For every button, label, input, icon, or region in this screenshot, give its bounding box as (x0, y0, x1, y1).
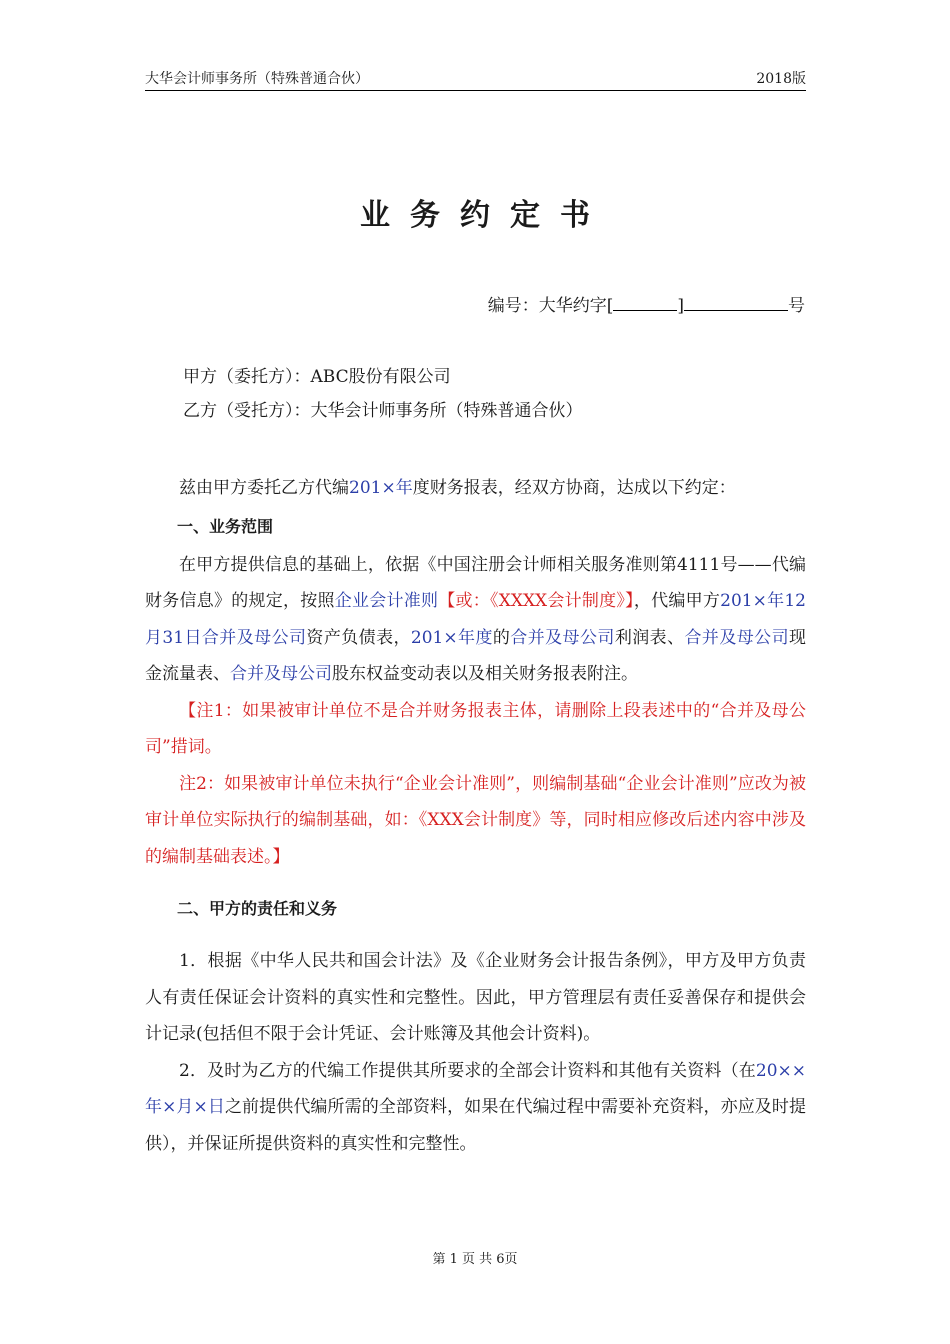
s1-text-7: 股东权益变动表以及相关财务报表附注。 (332, 664, 638, 684)
section-2-heading: 二、甲方的责任和义务 (177, 899, 338, 918)
s1-text-4: 的 (492, 627, 511, 648)
section-gap-2 (145, 929, 806, 943)
doc-number-blank-1 (613, 292, 677, 311)
s1-text-6: 现金流量表、 (145, 627, 807, 684)
intro-text-1: 兹由甲方委托乙方代编 (179, 478, 349, 498)
s1-year-field: 201×年度 (410, 627, 493, 648)
s1-alternative-note: 【或：《XXXX会计制度》】 (438, 591, 634, 611)
s1-date-field: 201×年12月31日合并及母公司 (145, 591, 806, 648)
header-edition: 2018版 (756, 71, 806, 87)
s2-item2-text-1: 2．及时为乙方的代编工作提供其所要求的全部会计资料和其他有关资料（在 (179, 1060, 756, 1081)
s2-item2-text-2: 之前提供代编所需的全部资料，如果在代编过程中需要补充资料，亦应及时提供），并保证所提供资料的真实性和完整性。 (145, 1097, 806, 1154)
s1-text-1: 在甲方提供信息的基础上，依据《中国注册会计师相关服务准则第4111号——代编财务信息》的规定，按照 (145, 554, 806, 611)
document-body (145, 470, 806, 1162)
s1-text-2: ，代编甲方 (633, 591, 721, 611)
s1-scope-field-3: 合并及母公司 (230, 664, 332, 684)
s1-scope-field-1: 合并及母公司 (510, 627, 615, 648)
s1-standard-field: 企业会计准则 (334, 591, 439, 611)
note-1: 【注1：如果被审计单位不是合并财务报表主体，请删除上段表述中的“合并及母公司”措词。 (145, 700, 806, 757)
section-1-paragraph (145, 547, 806, 693)
s1-text-5: 利润表、 (614, 627, 685, 648)
document-number (488, 292, 805, 319)
header-firm-name: 大华会计师事务所（特殊普通合伙） (145, 71, 369, 87)
doc-number-suffix: 号 (788, 296, 805, 316)
doc-number-blank-2 (684, 292, 788, 311)
page-header (145, 68, 806, 91)
section-1-heading: 一、业务范围 (177, 516, 274, 536)
section-2-item-1: 1．根据《中华人民共和国会计法》及《企业财务会计报告条例》，甲方及甲方负责人有责任保证会计资料的真实性和完整性。因此，甲方管理层有责任妥善保存和提供会计记录(包括但不限于会计凭证、会计账簿及其他会计资料)。 (145, 951, 806, 1044)
party-b: 乙方（受托方）：大华会计师事务所（特殊普通合伙） (183, 401, 583, 421)
s1-scope-field-2: 合并及母公司 (684, 627, 790, 648)
s1-text-3: 资产负债表， (306, 627, 411, 648)
doc-number-mid: ] (677, 296, 684, 316)
intro-paragraph (145, 470, 806, 507)
intro-year-field: 201×年 (349, 478, 413, 498)
intro-text-2: 度财务报表，经双方协商，达成以下约定： (412, 478, 736, 498)
note-2: 注2：如果被审计单位未执行“企业会计准则”，则编制基础“企业会计准则”应改为被审计单位实际执行的编制基础，如：《XXX会计制度》等，同时相应修改后述内容中涉及的编制基础表述。】 (145, 773, 806, 867)
section-2-item-2 (145, 1053, 806, 1163)
doc-number-prefix: 编号：大华约字[ (487, 296, 614, 316)
section-gap (145, 875, 806, 889)
party-a: 甲方（委托方）：ABC股份有限公司 (183, 367, 451, 387)
page-footer: 第 1 页 共 6页 (432, 1252, 518, 1267)
s2-item2-date-field: 20××年×月×日 (145, 1060, 806, 1117)
document-title: 业务约定书 (360, 198, 610, 233)
